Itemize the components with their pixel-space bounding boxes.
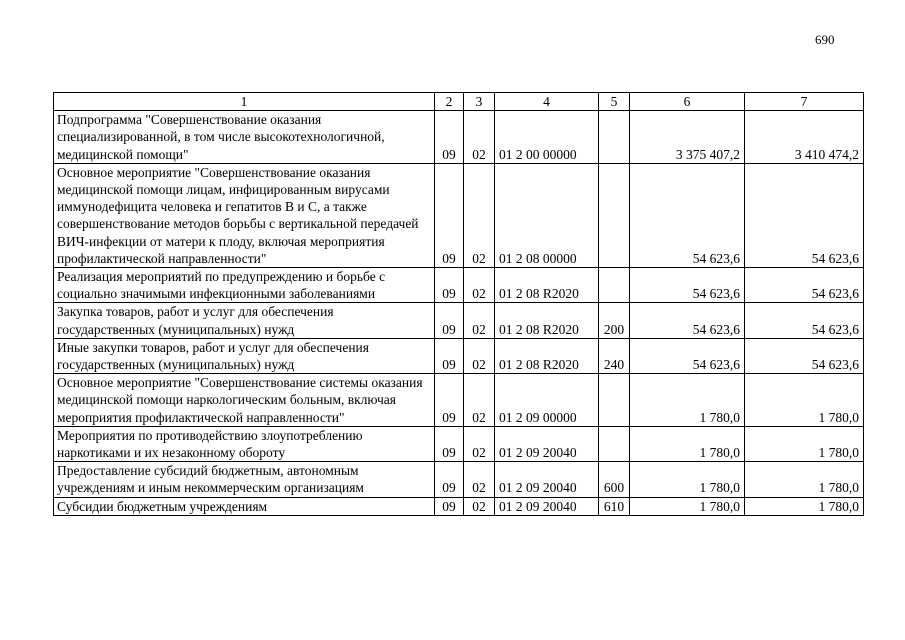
row-expense-type: 600: [599, 462, 630, 497]
row-value-1: 54 623,6: [630, 303, 745, 338]
row-value-2: 54 623,6: [745, 338, 864, 373]
row-section: 09: [435, 462, 464, 497]
row-value-1: 54 623,6: [630, 338, 745, 373]
row-value-2: 1 780,0: [745, 374, 864, 427]
row-section: 09: [435, 268, 464, 303]
row-name: Иные закупки товаров, работ и услуг для обеспечения государственных (муниципальных) нужд: [54, 338, 435, 373]
table-row: [54, 462, 864, 497]
column-header: 4: [495, 93, 599, 111]
row-subsection: 02: [464, 163, 495, 267]
table-row: [54, 338, 864, 373]
row-section: 09: [435, 374, 464, 427]
row-section: 09: [435, 303, 464, 338]
row-name: Мероприятия по противодействию злоупотреблению наркотиками и их незаконному обороту: [54, 426, 435, 461]
table-row: [54, 163, 864, 267]
row-target-code: 01 2 08 00000: [495, 163, 599, 267]
row-expense-type: [599, 163, 630, 267]
row-name: Предоставление субсидий бюджетным, автономным учреждениям и иным некоммерческим организациям: [54, 462, 435, 497]
budget-table: [53, 92, 864, 516]
row-section: 09: [435, 111, 464, 164]
column-header: 6: [630, 93, 745, 111]
row-target-code: 01 2 09 00000: [495, 374, 599, 427]
column-header: 5: [599, 93, 630, 111]
row-value-1: 1 780,0: [630, 374, 745, 427]
row-subsection: 02: [464, 462, 495, 497]
row-value-1: 54 623,6: [630, 163, 745, 267]
row-name: Субсидии бюджетным учреждениям: [54, 497, 435, 515]
column-header: 2: [435, 93, 464, 111]
row-target-code: 01 2 08 R2020: [495, 303, 599, 338]
row-target-code: 01 2 08 R2020: [495, 268, 599, 303]
table-row: [54, 111, 864, 164]
row-subsection: 02: [464, 374, 495, 427]
row-value-1: 1 780,0: [630, 462, 745, 497]
row-value-2: 54 623,6: [745, 303, 864, 338]
row-name: Реализация мероприятий по предупреждению и борьбе с социально значимыми инфекционными заболеваниями: [54, 268, 435, 303]
row-subsection: 02: [464, 426, 495, 461]
row-value-1: 3 375 407,2: [630, 111, 745, 164]
row-expense-type: [599, 111, 630, 164]
row-target-code: 01 2 00 00000: [495, 111, 599, 164]
row-value-2: 1 780,0: [745, 426, 864, 461]
row-expense-type: 240: [599, 338, 630, 373]
row-target-code: 01 2 09 20040: [495, 497, 599, 515]
row-target-code: 01 2 08 R2020: [495, 338, 599, 373]
table-row: [54, 374, 864, 427]
row-section: 09: [435, 497, 464, 515]
row-name: Подпрограмма "Совершенствование оказания специализированной, в том числе высокотехнологичной, медицинской помощи": [54, 111, 435, 164]
row-subsection: 02: [464, 338, 495, 373]
row-name: Основное мероприятие "Совершенствование оказания медицинской помощи лицам, инфицированным вирусами иммунодефицита человека и гепатитов В и С, а также совершенствование методов борьбы с вертикальной передачей ВИЧ-инфекции от матери к плоду, включая мероприятия профилактической направленности": [54, 163, 435, 267]
row-expense-type: [599, 268, 630, 303]
row-value-2: 1 780,0: [745, 462, 864, 497]
row-value-1: 1 780,0: [630, 497, 745, 515]
row-value-2: 54 623,6: [745, 163, 864, 267]
row-subsection: 02: [464, 268, 495, 303]
row-value-1: 54 623,6: [630, 268, 745, 303]
table-row: [54, 426, 864, 461]
table-header-row: [54, 93, 864, 111]
row-expense-type: 200: [599, 303, 630, 338]
table-row: [54, 303, 864, 338]
row-target-code: 01 2 09 20040: [495, 426, 599, 461]
row-value-2: 3 410 474,2: [745, 111, 864, 164]
row-subsection: 02: [464, 303, 495, 338]
column-header: 7: [745, 93, 864, 111]
row-expense-type: [599, 374, 630, 427]
row-section: 09: [435, 426, 464, 461]
page-number: 690: [815, 32, 835, 47]
row-section: 09: [435, 338, 464, 373]
row-value-2: 1 780,0: [745, 497, 864, 515]
table-row: [54, 497, 864, 515]
row-value-1: 1 780,0: [630, 426, 745, 461]
row-value-2: 54 623,6: [745, 268, 864, 303]
row-section: 09: [435, 163, 464, 267]
column-header: 1: [54, 93, 435, 111]
column-header: 3: [464, 93, 495, 111]
row-subsection: 02: [464, 497, 495, 515]
row-target-code: 01 2 09 20040: [495, 462, 599, 497]
row-name: Закупка товаров, работ и услуг для обеспечения государственных (муниципальных) нужд: [54, 303, 435, 338]
row-subsection: 02: [464, 111, 495, 164]
table-row: [54, 268, 864, 303]
row-name: Основное мероприятие "Совершенствование системы оказания медицинской помощи наркологическим больным, включая мероприятия профилактической направленности": [54, 374, 435, 427]
row-expense-type: 610: [599, 497, 630, 515]
row-expense-type: [599, 426, 630, 461]
